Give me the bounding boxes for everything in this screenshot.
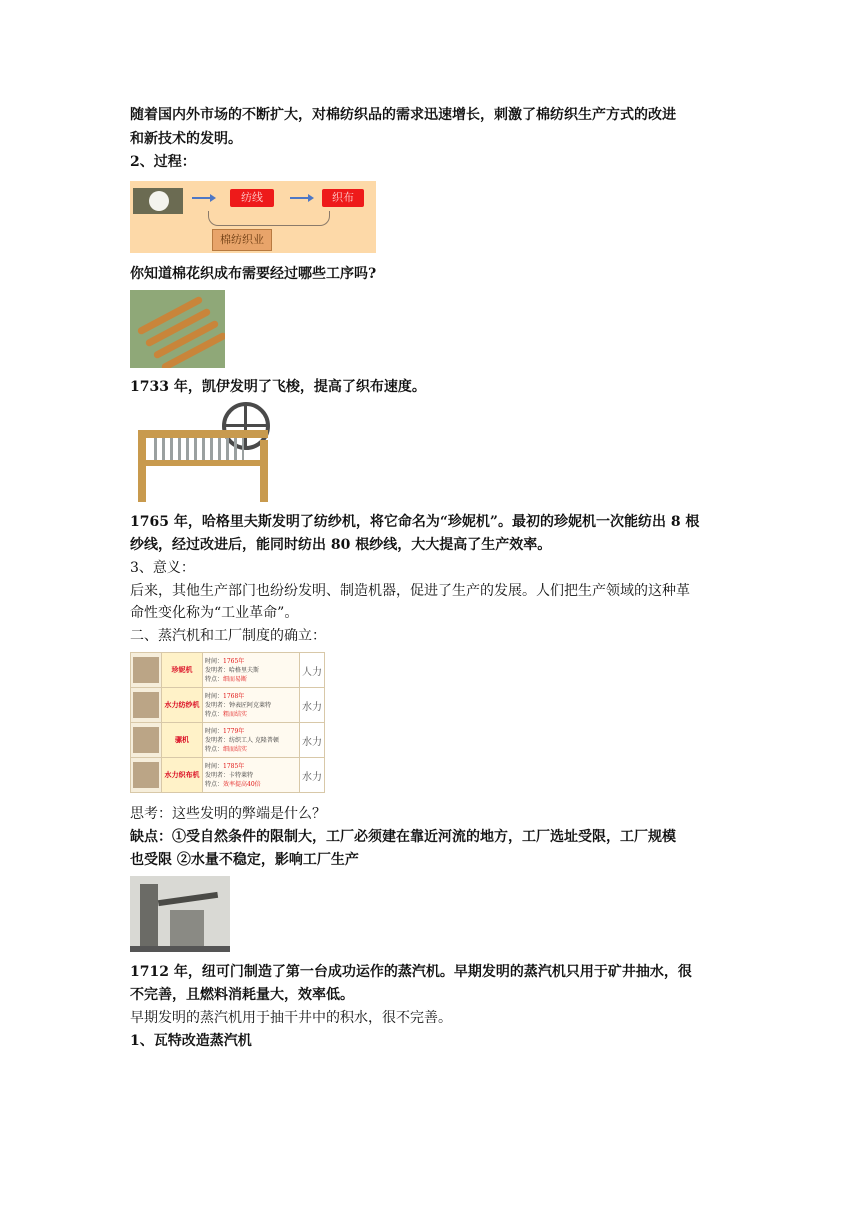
intro-paragraph-line1: 随着国内外市场的不断扩大，对棉纺织品的需求迅速增长，刺激了棉纺织生产方式的改进 <box>130 107 676 123</box>
significance-line1: 后来，其他生产部门也纷纷发明、制造机器，促进了生产的发展。人们把生产领域的这种革 <box>130 583 690 599</box>
question-text: 你知道棉花织成布需要经过哪些工序吗? <box>130 266 377 282</box>
inventions-table <box>130 652 325 793</box>
table-row: 水力织布机 时间：1785年 发明者：卡特莱特 特点：效率提高40倍 水力 <box>131 758 325 793</box>
power-source: 水力 <box>300 758 325 793</box>
arrow-icon <box>290 197 312 199</box>
drawback-line2: 也受限 ②水量不稳定，影响工厂生产 <box>130 852 359 868</box>
cotton-image <box>133 188 183 214</box>
spinning-box: 纺线 <box>230 189 274 207</box>
spinning-jenny-image <box>130 400 282 505</box>
flying-shuttle-caption: 1733 年，凯伊发明了飞梭，提高了织布速度。 <box>130 379 426 395</box>
steam-note: 早期发明的蒸汽机用于抽干井中的积水，很不完善。 <box>130 1010 452 1026</box>
machine-icon <box>133 692 159 718</box>
cotton-industry-box: 棉纺织业 <box>212 229 272 251</box>
machine-name: 珍妮机 <box>162 653 203 688</box>
steam-paragraph-line1: 1712 年，纽可门制造了第一台成功运作的蒸汽机。早期发明的蒸汽机只用于矿井抽水，很 <box>130 964 692 980</box>
arrow-icon <box>192 197 214 199</box>
machine-name: 水力织布机 <box>162 758 203 793</box>
machine-icon <box>133 762 159 788</box>
machine-name: 水力纺纱机 <box>162 688 203 723</box>
significance-line2: 命性变化称为“工业革命”。 <box>130 605 299 621</box>
table-row: 水力纺纱机 时间：1768年 发明者：钟表匠阿克莱特 特点：粗而结实 水力 <box>131 688 325 723</box>
drawback-line1: 缺点：①受自然条件的限制大，工厂必须建在靠近河流的地方，工厂选址受限，工厂规模 <box>130 829 676 845</box>
jenny-paragraph-line1: 1765 年，哈格里夫斯发明了纺纱机，将它命名为“珍妮机”。最初的珍妮机一次能纺出 8 根 <box>130 514 700 530</box>
machine-icon <box>133 727 159 753</box>
power-source: 水力 <box>300 688 325 723</box>
think-question: 思考：这些发明的弊端是什么？ <box>130 806 326 822</box>
jenny-paragraph-line2: 纱线，经过改进后，能同时纺出 80 根纱线，大大提高了生产效率。 <box>130 537 552 553</box>
intro-paragraph-line2: 和新技术的发明。 <box>130 131 242 147</box>
power-source: 人力 <box>300 653 325 688</box>
significance-heading: 3、意义： <box>130 560 195 576</box>
machine-name: 骡机 <box>162 723 203 758</box>
table-row: 骡机 时间：1779年 发明者：纺织工人 克隆普顿 特点：细而结实 水力 <box>131 723 325 758</box>
watt-heading: 1、瓦特改造蒸汽机 <box>130 1033 252 1049</box>
steam-engine-image <box>130 876 230 952</box>
power-source: 水力 <box>300 723 325 758</box>
process-diagram <box>130 181 376 253</box>
steam-paragraph-line2: 不完善，且燃料消耗量大，效率低。 <box>130 987 354 1003</box>
brace-icon <box>208 211 330 226</box>
flying-shuttle-photo <box>130 290 225 368</box>
machine-icon <box>133 657 159 683</box>
weaving-box: 织布 <box>322 189 364 207</box>
section2-heading: 二、蒸汽机和工厂制度的确立： <box>130 628 326 644</box>
process-heading: 2、过程： <box>130 154 196 170</box>
table-row: 珍妮机 时间：1765年 发明者：哈格里夫斯 特点：细而易断 人力 <box>131 653 325 688</box>
